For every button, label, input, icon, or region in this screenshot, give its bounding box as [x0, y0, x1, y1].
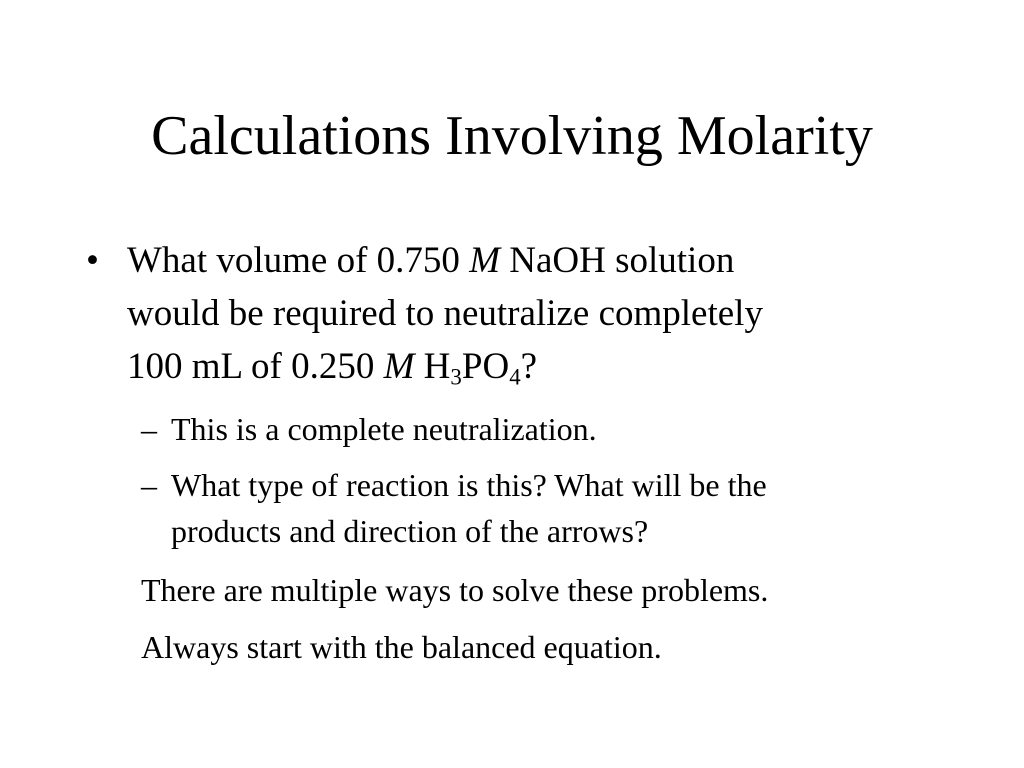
note-text: There are multiple ways to solve these problems. [141, 572, 769, 608]
sub-bullet-text [171, 406, 971, 452]
question-line-1-start: What volume of 0.750 [127, 240, 470, 281]
sub-bullet [141, 462, 971, 554]
formula-subscript-4: 4 [509, 364, 521, 390]
main-bullet [86, 234, 946, 393]
main-bullet-text [127, 234, 946, 393]
sub-bullet-line: products and direction of the arrows? [171, 513, 649, 549]
formula-subscript-3: 3 [450, 364, 462, 390]
sub-bullet-line: This is a complete neutralization. [171, 411, 597, 447]
sub-bullet-line: What type of reaction is this? What will be the [171, 467, 767, 503]
question-mark: ? [520, 346, 538, 387]
question-line-1 [127, 234, 946, 287]
formula-po: PO [461, 346, 510, 387]
sub-bullet-text [171, 462, 971, 554]
dash-marker: – [141, 467, 157, 503]
dash-marker: – [141, 411, 157, 447]
sub-bullet [141, 406, 971, 452]
question-line-1-end: NaOH solution [500, 240, 735, 281]
note-text: Always start with the balanced equation. [141, 629, 662, 665]
question-line-3 [127, 340, 946, 393]
molarity-symbol: M [383, 346, 415, 387]
slide-title: Calculations Involving Molarity [151, 105, 873, 167]
molarity-symbol: M [469, 240, 501, 281]
formula-h: H [414, 346, 451, 387]
sub-bullet-list [141, 406, 971, 564]
bullet-marker: • [86, 240, 99, 281]
question-line-2: would be required to neutralize completely [127, 293, 763, 334]
question-line-3-start: 100 mL of 0.250 [127, 346, 384, 387]
